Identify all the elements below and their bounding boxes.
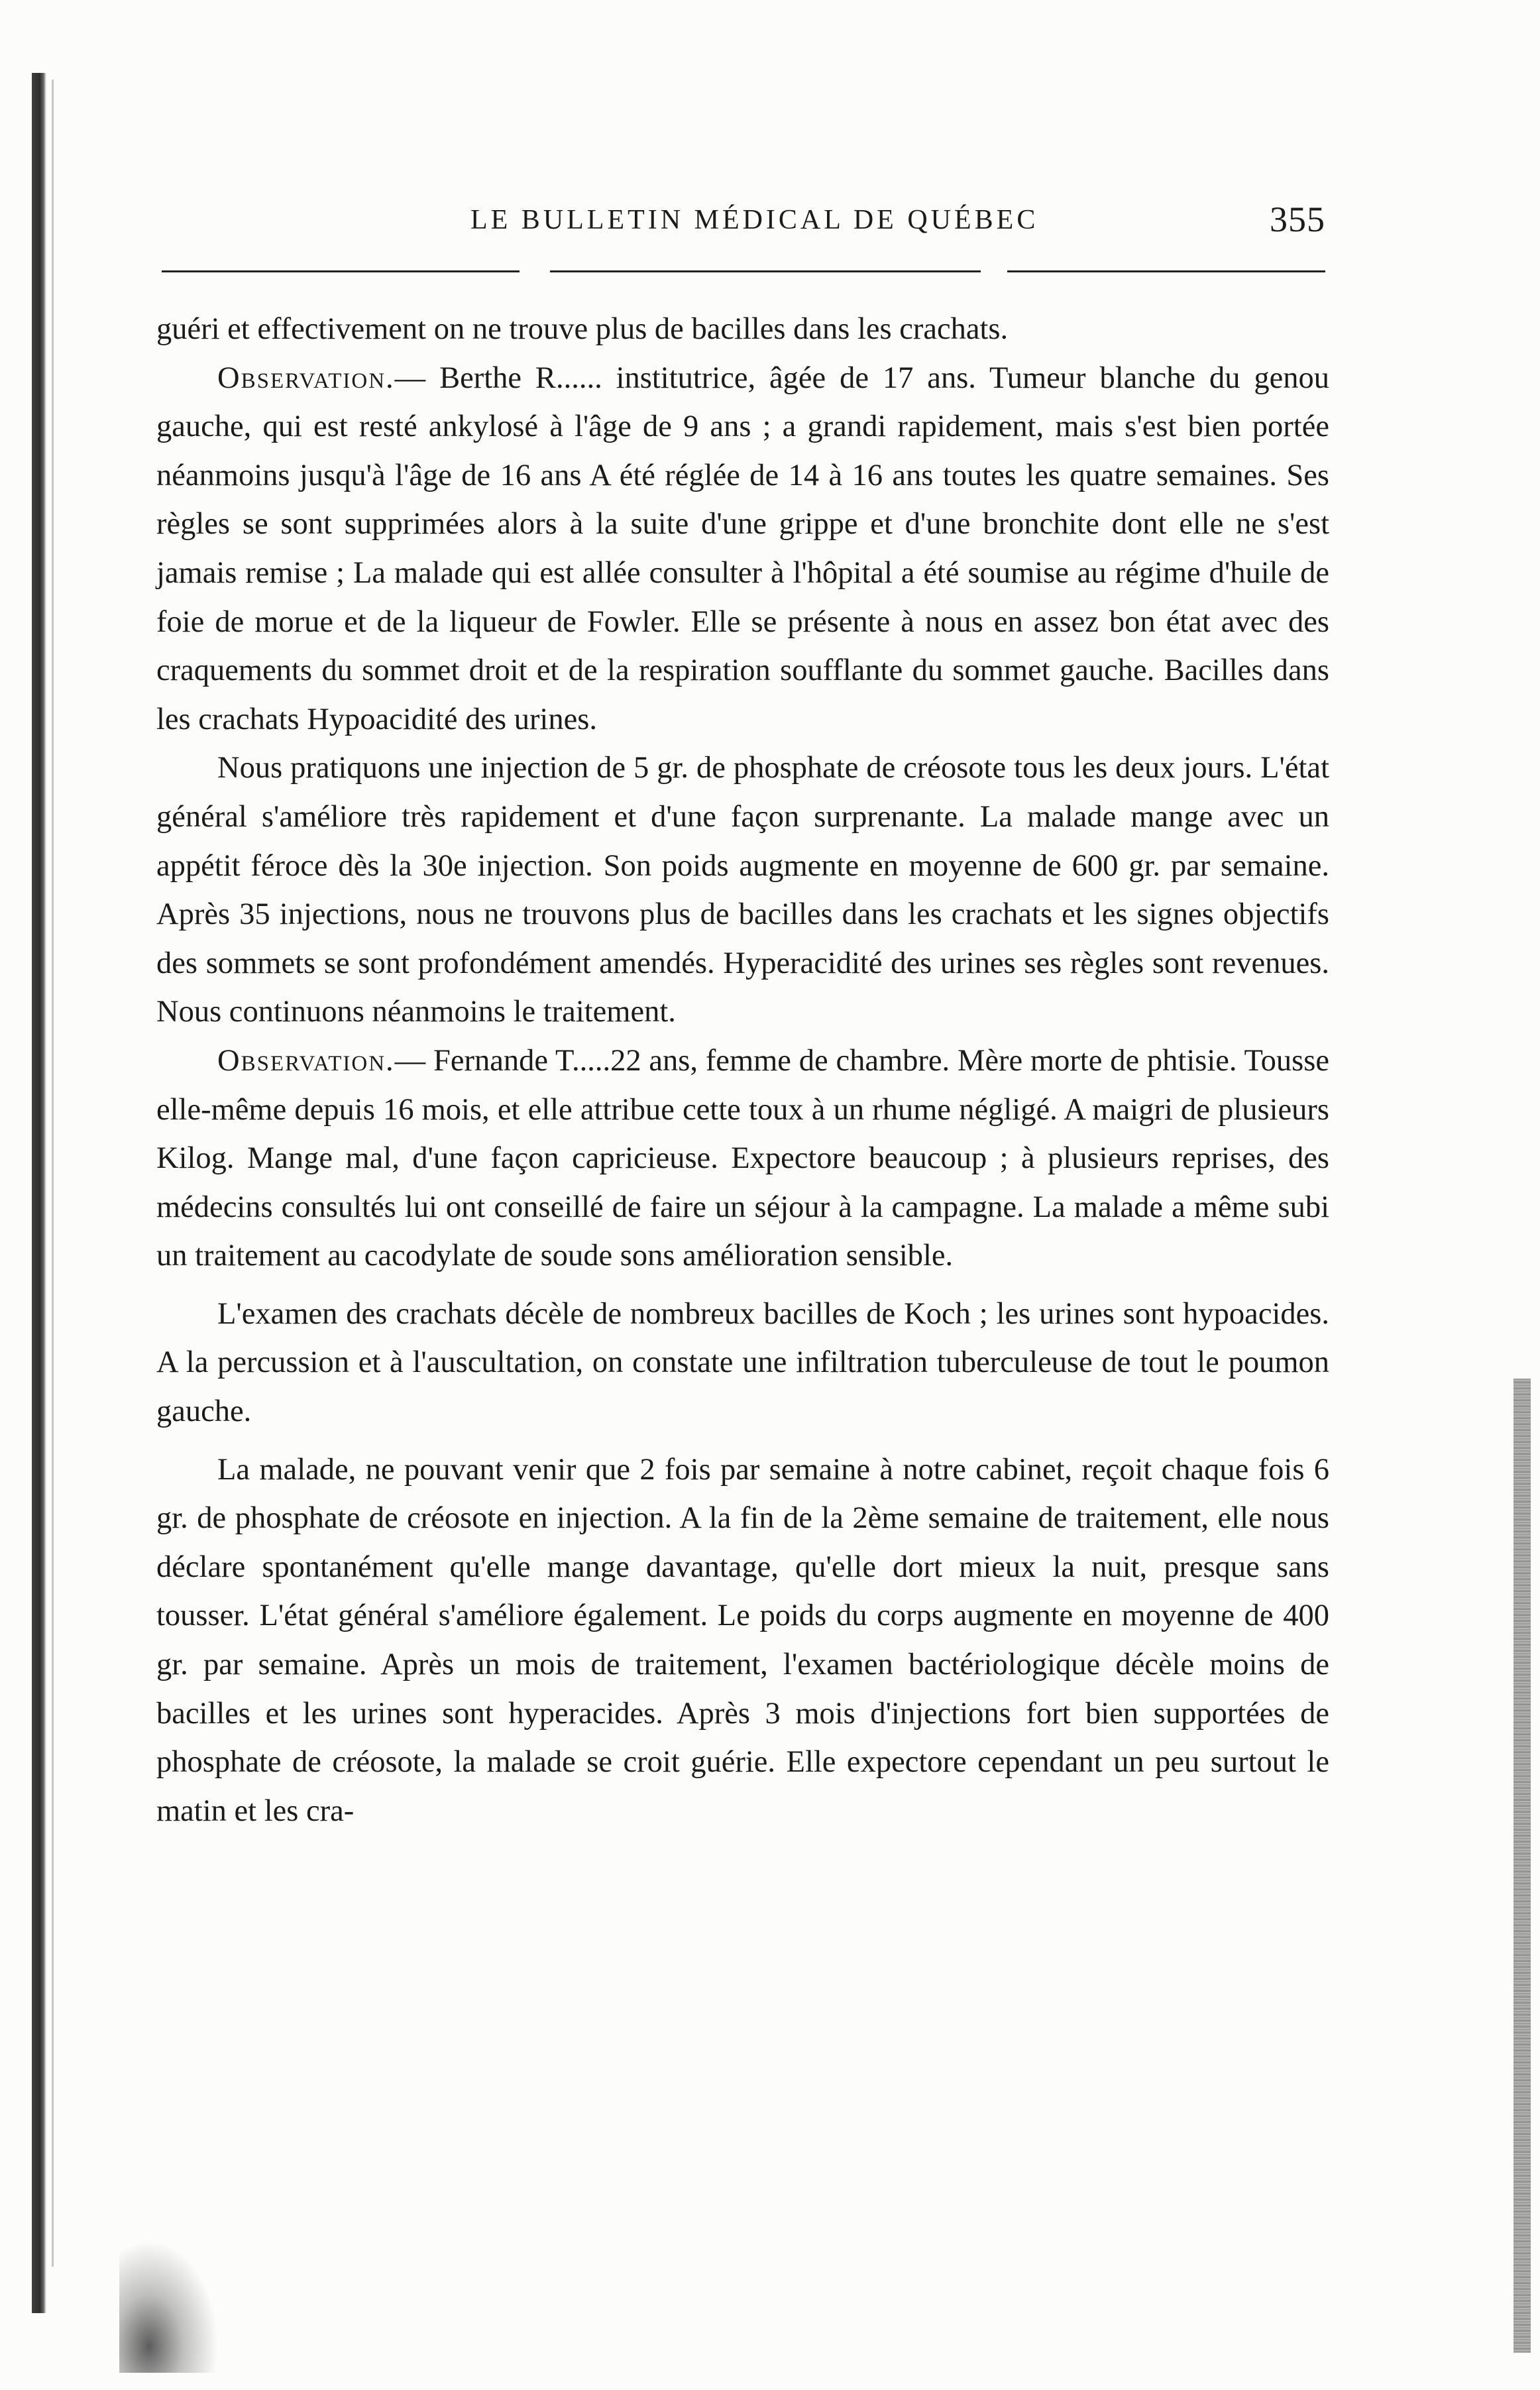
scan-edge-noise	[1513, 1379, 1531, 2353]
paragraph-text: Nous pratiquons une injection de 5 gr. de phosphate de créosote tous les deux jours. L'état général s'améliore très rapidement et d'une façon surprenante. La malade mange avec un appétit féroce dès la 30e injection. Son poids augmente en moyenne de 600 gr. par semaine. Après 35 injections, nous ne trouvons plus de bacilles dans les crachats et les signes objectifs des sommets se sont profondément amendés. Hyperacidité des urines ses règles sont revenues. Nous continuons néanmoins le traitement.	[156, 751, 1329, 1029]
paragraph-treatment-fernande	[156, 1446, 1329, 1836]
article-body	[156, 305, 1329, 1835]
scan-binding-shadow	[32, 73, 46, 2313]
header-rule-middle	[550, 270, 981, 272]
running-head: LE BULLETIN MÉDICAL DE QUÉBEC	[470, 205, 1039, 235]
observation-heading: Observation.	[217, 361, 395, 395]
scan-corner-smudge	[119, 2240, 219, 2373]
page-header	[159, 199, 1325, 252]
scan-binding-line	[52, 80, 54, 2267]
header-rule-left	[162, 270, 520, 272]
paragraph-text: — Fernande T.....22 ans, femme de chambre. Mère morte de phtisie. Tousse elle-même depuis 16 mois, et elle attribue cette toux à un rhume négligé. A maigri de plusieurs Kilog. Mange mal, d'une façon capricieuse. Expectore beaucoup ; à plusieurs reprises, des médecins consultés lui ont conseillé de faire un séjour à la campagne. La malade a même subi un traitement au cacodylate de soude sons amélioration sensible.	[156, 1043, 1329, 1273]
paragraph-observation-berthe	[156, 354, 1329, 744]
observation-heading: Observation.	[217, 1043, 395, 1078]
paragraph-observation-fernande	[156, 1037, 1329, 1280]
page-number: 355	[1270, 199, 1325, 239]
paragraph-treatment-berthe	[156, 744, 1329, 1037]
paragraph-continuation	[156, 305, 1329, 354]
paragraph-text: L'examen des crachats décèle de nombreux bacilles de Koch ; les urines sont hypoacides. A la percussion et à l'auscultation, on constate une infiltration tuberculeuse de tout le poumon gauche.	[156, 1296, 1329, 1429]
header-rule-right	[1007, 270, 1325, 272]
paragraph-text: guéri et effectivement on ne trouve plus de bacilles dans les crachats.	[156, 312, 1009, 346]
paragraph-text: — Berthe R...... institutrice, âgée de 17 ans. Tumeur blanche du genou gauche, qui est resté ankylosé à l'âge de 9 ans ; a grandi rapidement, mais s'est bien portée néanmoins jusqu'à l'âge de 16 ans A été réglée de 14 à 16 ans toutes les quatre semaines. Ses règles se sont supprimées alors à la suite d'une grippe et d'une bronchite dont elle ne s'est jamais remise ; La malade qui est allée consulter à l'hôpital a été soumise au régime d'huile de foie de morue et de la liqueur de Fowler. Elle se présente à nous en assez bon état avec des craquements du sommet droit et de la respiration soufflante du sommet gauche. Bacilles dans les crachats Hypoacidité des urines.	[156, 361, 1329, 736]
paragraph-text: La malade, ne pouvant venir que 2 fois par semaine à notre cabinet, reçoit chaque fois 6 gr. de phosphate de créosote en injection. A la fin de la 2ème semaine de traitement, elle nous déclare spontanément qu'elle mange davantage, qu'elle dort mieux la nuit, presque sans tousser. L'état général s'améliore également. Le poids du corps augmente en moyenne de 400 gr. par semaine. Après un mois de traitement, l'examen bactériologique décèle moins de bacilles et les urines sont hyperacides. Après 3 mois d'injections fort bien supportées de phosphate de créosote, la malade se croit guérie. Elle expectore cependant un peu surtout le matin et les cra-	[156, 1452, 1329, 1828]
paragraph-examination	[156, 1290, 1329, 1436]
